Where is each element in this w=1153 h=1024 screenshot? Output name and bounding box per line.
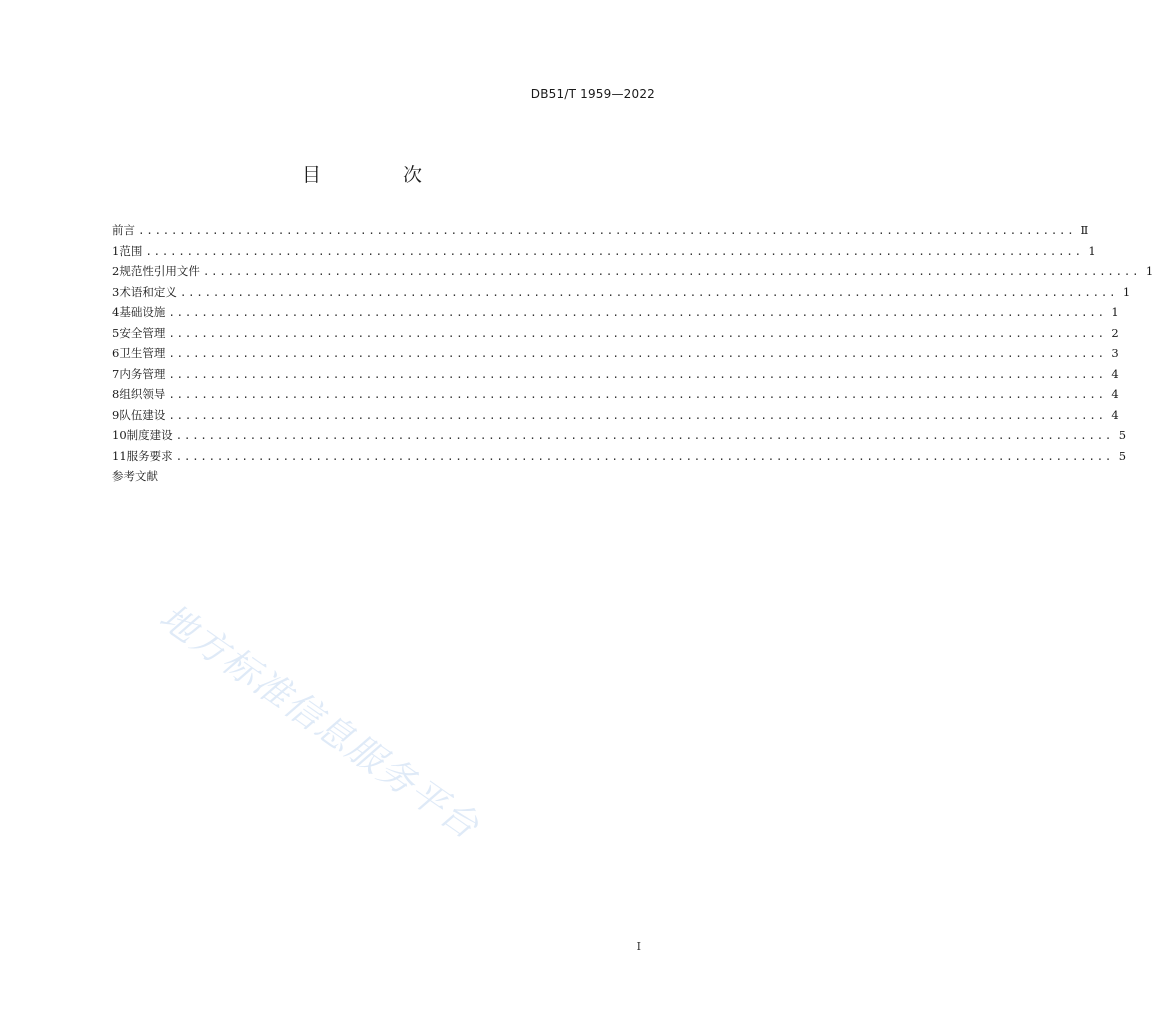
toc-leader-dots: .................................................................................................................. [145, 244, 1083, 258]
toc-leader-dots: .................................................................................................................. [175, 449, 1114, 463]
toc-entry-number: 11 [112, 448, 127, 463]
page-title: 目 次 [301, 164, 461, 186]
toc-leader-dots: .................................................................................................................. [168, 367, 1106, 381]
toc-entry-10[interactable] [112, 425, 1127, 446]
toc-entry-label: 术语和定义 [119, 284, 177, 299]
toc-entry-preface[interactable] [112, 220, 1089, 241]
toc-entry-page: 1 [1145, 264, 1153, 278]
watermark-text: 地方标准信息服务平台 [151, 596, 487, 849]
toc-entry-page: 5 [1118, 428, 1127, 442]
toc-entry-page: 2 [1111, 325, 1119, 340]
toc-entry-label: 范围 [119, 243, 143, 258]
toc-entry-number: 3 [112, 284, 120, 299]
toc-entry-number: 2 [112, 264, 120, 278]
toc-leader-dots: .................................................................................................................. [138, 224, 1076, 237]
toc-entry-label: 基础设施 [119, 305, 166, 319]
toc-entry-number: 10 [112, 428, 127, 442]
toc-leader-dots: .................................................................................................................. [168, 388, 1106, 401]
toc-entry-7[interactable] [112, 364, 1119, 385]
toc-entry-page: 4 [1111, 407, 1119, 422]
toc-entry-label: 前言 [112, 223, 135, 237]
toc-entry-3[interactable] [112, 282, 1131, 303]
toc-entry-page: 1 [1122, 284, 1131, 299]
toc-entry-number: 9 [112, 407, 120, 422]
toc-entry-page: 3 [1111, 346, 1119, 360]
toc-leader-dots: .................................................................................................................. [179, 285, 1118, 299]
toc-entry-page: 1 [1088, 243, 1096, 258]
toc-entry-label: 规范性引用文件 [119, 264, 200, 278]
toc-entry-6[interactable] [112, 343, 1119, 364]
toc-entry-page: 4 [1111, 387, 1119, 401]
toc-entry-page: 4 [1111, 366, 1119, 381]
toc-entry-number: 8 [112, 387, 120, 401]
toc-leader-dots: .................................................................................................................. [168, 306, 1106, 319]
toc-entry-1[interactable] [112, 241, 1096, 262]
toc-entry-number: 5 [112, 325, 120, 340]
toc-entry-number: 4 [112, 305, 120, 319]
toc-entry-label: 制度建设 [126, 428, 173, 442]
toc-entry-number: 7 [112, 366, 120, 381]
table-of-contents [112, 220, 1153, 466]
toc-entry-number: 6 [112, 346, 120, 360]
toc-leader-dots: .................................................................................................................. [202, 265, 1141, 278]
toc-entry-page: 1 [1111, 305, 1119, 319]
toc-entry-page: Ⅱ [1080, 223, 1089, 237]
toc-entry-11[interactable] [112, 446, 1127, 467]
page-number: I [636, 940, 641, 953]
toc-entry-9[interactable] [112, 405, 1119, 426]
toc-entry-8[interactable] [112, 384, 1119, 405]
toc-entry-5[interactable] [112, 323, 1119, 344]
toc-entry-label: 卫生管理 [119, 346, 166, 360]
toc-entry-2[interactable] [112, 261, 1153, 282]
toc-entry-4[interactable] [112, 302, 1119, 323]
toc-leader-dots: .................................................................................................................. [168, 347, 1106, 360]
references-entry[interactable]: 参考文献 [112, 469, 158, 483]
toc-entry-label: 服务要求 [126, 448, 173, 463]
toc-leader-dots: .................................................................................................................. [168, 326, 1106, 340]
toc-entry-label: 队伍建设 [119, 407, 166, 422]
toc-entry-label: 安全管理 [119, 325, 166, 340]
toc-leader-dots: .................................................................................................................. [175, 429, 1114, 442]
toc-entry-page: 5 [1118, 448, 1127, 463]
toc-entry-label: 内务管理 [119, 366, 166, 381]
toc-entry-number: 1 [112, 243, 120, 258]
standard-number: DB51/T 1959—2022 [530, 87, 655, 101]
toc-entry-label: 组织领导 [119, 387, 166, 401]
toc-leader-dots: .................................................................................................................. [168, 408, 1106, 422]
